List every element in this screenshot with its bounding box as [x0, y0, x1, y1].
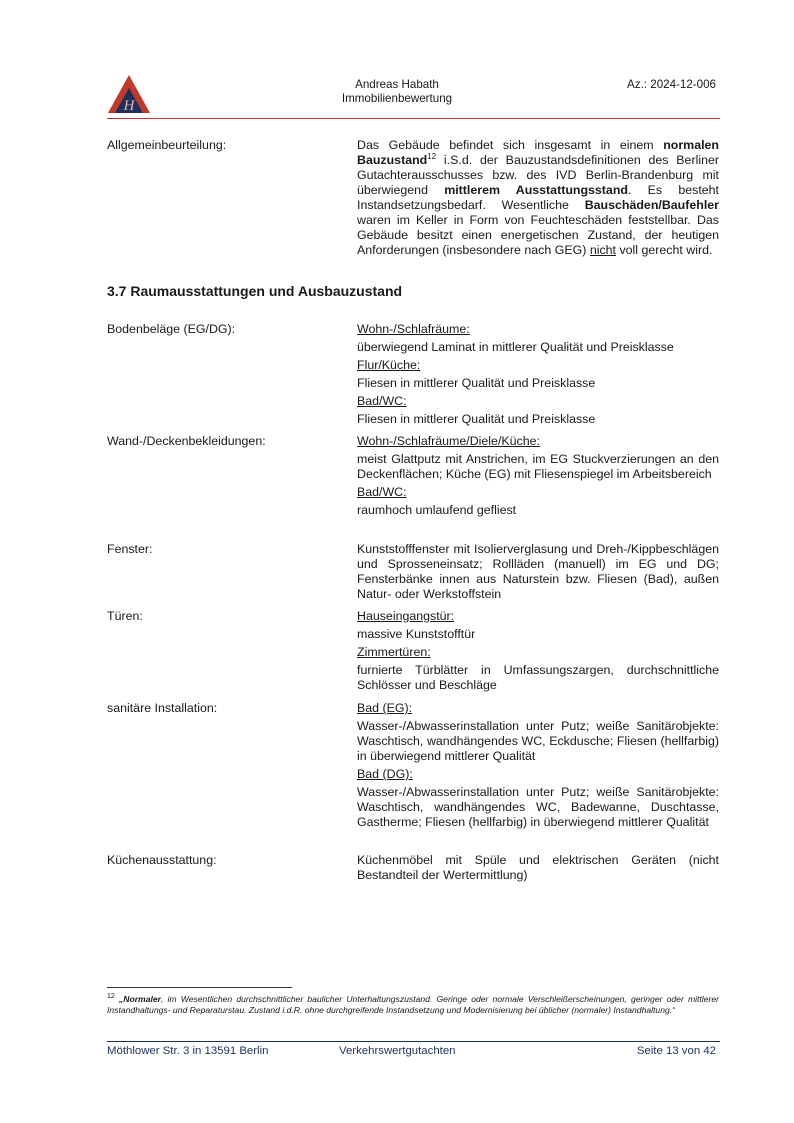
footnote — [107, 994, 719, 1016]
general-t5: voll gerecht wird. — [616, 243, 713, 257]
floors-h1: Wohn-/Schlafräume: — [357, 322, 470, 336]
floors-h2: Flur/Küche: — [357, 358, 421, 372]
doors-v1: massive Kunststofftür — [357, 627, 476, 641]
walls-h1: Wohn-/Schlafräume/Diele/Küche: — [357, 434, 540, 448]
footnote-bold: „Normaler — [118, 994, 161, 1004]
sanitary-v2: Wasser-/Abwasserinstallation unter Putz; weiße Sanitärobjekte: Waschtisch, wandhängendes WC, Badewanne, Duschtasse, Gastherme; Fliesen (hellfarbig) in überwiegend mittlerer Qualität — [357, 785, 719, 829]
floors-v1: überwiegend Laminat in mittlerer Qualität und Preisklasse — [357, 340, 674, 354]
kitchen-label: Küchenausstattung: — [107, 853, 217, 867]
general-t2: i.S.d. der Bauzustandsdefinitionen des Berliner Gutachterausschusses bzw. des IVD Berlin-Brandenburg mit überwiegend — [357, 153, 719, 197]
floors-h3: Bad/WC: — [357, 394, 407, 408]
general-b3: Bauschäden/Baufehler — [584, 198, 719, 212]
doors-h1: Hauseingangstür: — [357, 609, 455, 623]
sanitary-v1: Wasser-/Abwasserinstallation unter Putz; weiße Sanitärobjekte: Waschtisch, wandhängendes WC, Eckdusche; Fliesen (hellfarbig) in überwiegend mittlerer Qualität — [357, 719, 719, 763]
footnote-divider — [107, 987, 292, 988]
walls-v1: meist Glattputz mit Anstrichen, im EG Stuckverzierungen an den Deckenflächen; Küche (EG) mit Fliesenspiegel im Arbeitsbereich — [357, 452, 719, 481]
header-center — [300, 78, 494, 106]
svg-text:H: H — [123, 98, 135, 114]
walls-label: Wand-/Deckenbekleidungen: — [107, 434, 266, 448]
floors-label: Bodenbeläge (EG/DG): — [107, 322, 236, 336]
header-divider — [107, 118, 720, 119]
footer-doc-title: Verkehrswertgutachten — [339, 1045, 456, 1057]
general-b1: normalen Bauzustand — [357, 138, 719, 167]
footnote-text: , im Wesentlichen durchschnittlicher baulicher Unterhaltungszustand. Geringe oder normale Verschleißerscheinungen, geringer oder mittlerer Instandhaltungs- und Reparaturstau. Zustand i.d.R. ohne durchgreifende Instandsetzung und Modernisierung bei üblicher (normaler) Instandhaltung.“ — [107, 994, 720, 1015]
general-t1: Das Gebäude befindet sich insgesamt in einem — [357, 138, 664, 152]
sanitary-h2: Bad (DG): — [357, 767, 413, 781]
sanitary-h1: Bad (EG): — [357, 701, 413, 715]
walls-h2: Bad/WC: — [357, 485, 407, 499]
doors-v2: furnierte Türblätter in Umfassungszargen, durchschnittliche Schlösser und Beschläge — [357, 663, 719, 692]
walls-v2: raumhoch umlaufend gefliest — [357, 503, 517, 517]
general-u1: nicht — [589, 243, 616, 257]
doors-block — [357, 609, 719, 693]
header-subtitle: Immobilienbewertung — [341, 92, 453, 105]
windows-v1: Kunststofffenster mit Isolierverglasung und Dreh-/Kippbeschlägen und Sprosseneinsatz; Rollläden (manuell) im EG und DG; Fensterbänke innen aus Naturstein bzw. Fliesen (Bad), außen Natur- oder Werkstoffstein — [357, 542, 719, 601]
footnote-number: 12 — [107, 993, 115, 1001]
floors-block — [357, 322, 719, 427]
floors-v3: Fliesen in mittlerer Qualität und Preisklasse — [357, 412, 596, 426]
walls-block — [357, 434, 719, 518]
sanitary-block — [357, 701, 719, 830]
windows-label: Fenster: — [107, 542, 153, 556]
general-t4: waren im Keller in Form von Feuchteschäden feststellbar. Das Gebäude besitzt einen energetischen Zustand, der heutigen Anforderungen (insbesondere nach GEG) — [357, 213, 719, 257]
general-t3: . Es besteht Instandsetzungsbedarf. Wesentliche — [357, 183, 719, 212]
doors-label: Türen: — [107, 609, 143, 623]
floors-v2: Fliesen in mittlerer Qualität und Preisklasse — [357, 376, 596, 390]
section-title: 3.7 Raumausstattungen und Ausbauzustand — [107, 283, 403, 299]
kitchen-v1: Küchenmöbel mit Spüle und elektrischen Geräten (nicht Bestandteil der Wertermittlung) — [357, 853, 719, 882]
footer-address: Möthlower Str. 3 in 13591 Berlin — [107, 1045, 269, 1057]
footer-page-number: Seite 13 von 42 — [636, 1045, 716, 1057]
header-reference: Az.: 2024-12-006 — [627, 78, 716, 91]
general-b2: mittlerem Ausstattungsstand — [444, 183, 628, 197]
doors-h2: Zimmertüren: — [357, 645, 431, 659]
general-text — [357, 138, 719, 258]
header-name: Andreas Habath — [355, 78, 439, 91]
sanitary-label: sanitäre Installation: — [107, 701, 218, 715]
company-logo-icon — [107, 74, 151, 114]
footer-divider — [107, 1041, 720, 1042]
general-label: Allgemeinbeurteilung: — [107, 138, 227, 152]
footnote-ref: 12 — [427, 151, 437, 161]
